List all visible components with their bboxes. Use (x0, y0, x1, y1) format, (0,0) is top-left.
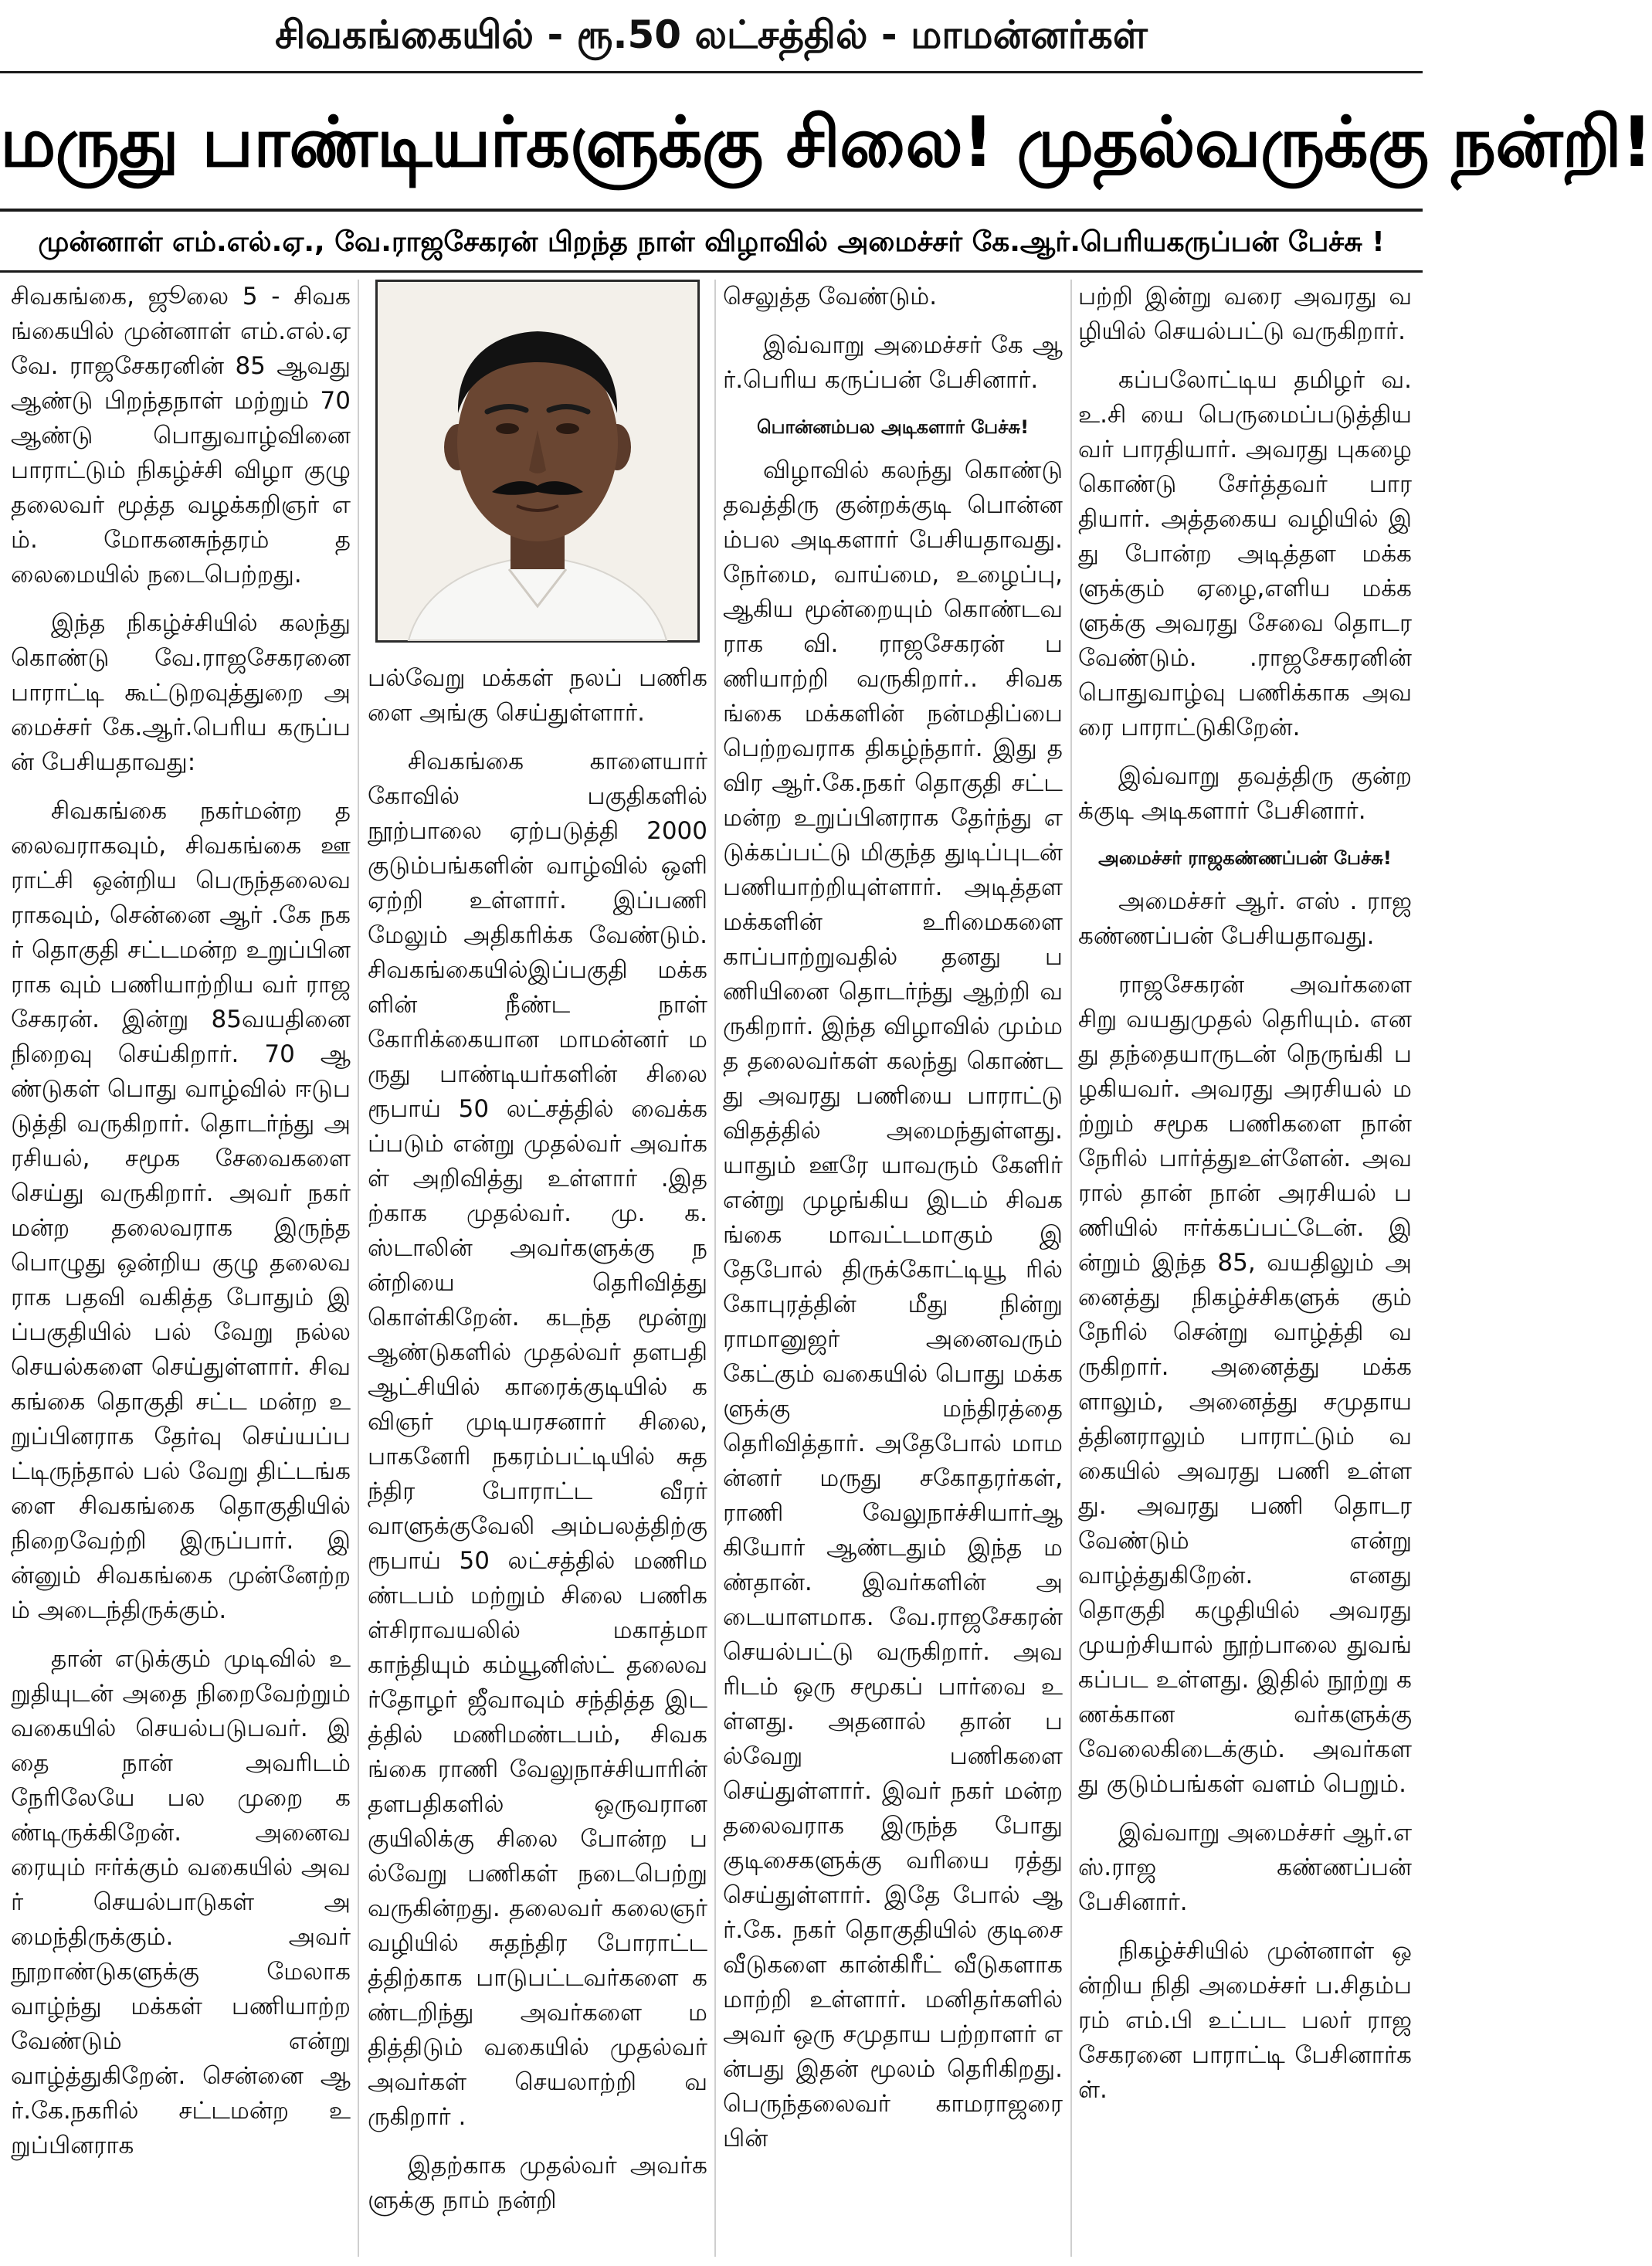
portrait-photo (375, 280, 700, 643)
body-paragraph: அமைச்சர் ஆர். எஸ் . ராஜ கண்ணப்பன் பேசியதாவது. (1078, 887, 1412, 950)
column-1 (11, 280, 351, 2257)
kicker-line: சிவகங்கையில் - ரூ.50 லட்சத்தில் - மாமன்னர்கள் (275, 12, 1148, 57)
body-paragraph: பல்வேறு மக்கள் நலப் பணிகளை அங்கு செய்துள்ளார். (368, 664, 707, 727)
rule-bottom (0, 270, 1423, 273)
body-paragraph: இந்த நிகழ்ச்சியில் கலந்து கொண்டு வே.ராஜசேகரனை பாராட்டி கூட்டுறவுத்துறை அமைச்சர் கே.ஆர்.பெரிய கருப்பன் பேசியதாவது: (11, 609, 351, 776)
subheadline: முன்னாள் எம்.எல்.ஏ., வே.ராஜசேகரன் பிறந்த நாள் விழாவில் அமைச்சர் கே.ஆர்.பெரியகருப்பன் பேச்சு ! (38, 226, 1385, 258)
column-divider (714, 280, 716, 2257)
body-paragraph: பற்றி இன்று வரை அவரது வழியில் செயல்பட்டு வருகிறார். (1078, 283, 1412, 345)
body-paragraph: ராஜசேகரன் அவர்களை சிறு வயதுமுதல் தெரியும். எனது தந்தையாருடன் நெருங்கி பழகியவர். அவரது அரசியல் மற்றும் சமூக பணிகளை நான் நேரில் பார்த்துஉள்ளேன். அவரால் தான் நான் அரசியல் பணியில் ஈர்க்கப்பட்டேன். இன்றும் இந்த 85, வயதிலும் அனைத்து நிகழ்ச்சிகளுக் கும் நேரில் சென்று வாழ்த்தி வருகிறார். அனைத்து மக்களாலும், அனைத்து சமுதாயத்தினராலும் பாராட்டும் வகையில் அவரது பணி உள்ளது. அவரது பணி தொடர வேண்டும் என்று வாழ்த்துகிறேன். எனது தொகுதி கழுதியில் அவரது முயற்சியால் நூற்பாலை துவங் கப்பட உள்ளது. இதில் நூற்று கணக்கான வர்களுக்கு வேலைகிடைக்கும். அவர்களது குடும்பங்கள் வளம் பெறும். (1078, 971, 1412, 1798)
body-paragraph: தான் எடுக்கும் முடிவில் உறுதியுடன் அதை நிறைவேற்றும் வகையில் செயல்படுபவர். இதை நான் அவரிடம் நேரிலேயே பல முறை கண்டிருக்கிறேன். அனைவரையும் ஈர்க்கும் வகையில் அவர் செயல்பாடுகள் அமைந்திருக்கும். அவர் நூறாண்டுகளுக்கு மேலாக வாழ்ந்து மக்கள் பணியாற்ற வேண்டும் என்று வாழ்த்துகிறேன். சென்னை ஆர்.கே.நகரில் சட்டமன்ற உறுப்பினராக (11, 1645, 351, 2159)
column-2 (368, 280, 707, 2257)
rule-mid (0, 209, 1423, 212)
column-3 (723, 280, 1063, 2257)
body-paragraph: இவ்வாறு அமைச்சர் ஆர்.எஸ்.ராஜ கண்ணப்பன் பேசினார். (1078, 1819, 1413, 1916)
body-paragraph: சிவகங்கை காளையார் கோவில் பகுதிகளில் நூற்பாலை ஏற்படுத்தி 2000குடும்பங்களின் வாழ்வில் ஒளி ஏற்றி உள்ளார். இப்பணி மேலும் அதிகரிக்க வேண்டும். சிவகங்கையில்இப்பகுதி மக்களின் நீண்ட நாள் கோரிக்கையான மாமன்னர் மருது பாண்டியர்களின் சிலை ரூபாய் 50 லட்சத்தில் வைக்கப்படும் என்று முதல்வர் அவர்கள் அறிவித்து உள்ளார் .இதற்காக முதல்வர். மு. க. ஸ்டாலின் அவர்களுக்கு நன்றியை தெரிவித்து கொள்கிறேன். கடந்த மூன்று ஆண்டுகளில் முதல்வர் தளபதி ஆட்சியில் காரைக்குடியில் கவிஞர் முடியரசனார் சிலை, பாகனேரி நகரம்பட்டியில் சுதந்திர போராட்ட வீரர் வாளுக்குவேலி அம்பலத்திற்கு ரூபாய் 50 லட்சத்தில் மணிமண்டபம் மற்றும் சிலை பணிகள்சிராவயலில் மகாத்மா காந்தியும் கம்யூனிஸ்ட் தலைவர்தோழர் ஜீவாவும் சந்தித்த இடத்தில் மணிமண்டபம், சிவகங்கை ராணி வேலுநாச்சியாரின் தளபதிகளில் ஒருவரான குயிலிக்கு சிலை போன்ற பல்வேறு பணிகள் நடைபெற்று வருகின்றது. தலைவர் கலைஞர் வழியில் சுதந்திர போராட்டத்திற்காக பாடுபட்டவர்களை கண்டறிந்து அவர்களை மதித்திடும் வகையில் முதல்வர் அவர்கள் செயலாற்றி வருகிறார் . (368, 748, 707, 2131)
section-heading: பொன்னம்பல அடிகளார் பேச்சு! (756, 416, 1030, 438)
column-4 (1078, 280, 1412, 2257)
headline: மருது பாண்டியர்களுக்கு சிலை! முதல்வருக்கு நன்றி! (0, 102, 1652, 183)
column-divider (358, 280, 359, 2257)
body-paragraph: நிகழ்ச்சியில் முன்னாள் ஒன்றிய நிதி அமைச்சர் ப.சிதம்பரம் எம்.பி உட்பட பலர் ராஜசேகரனை பாராட்டி பேசினார்கள். (1078, 1937, 1412, 2104)
rule-top (0, 71, 1423, 73)
body-paragraph: இவ்வாறு அமைச்சர் கே ஆர்.பெரிய கருப்பன் பேசினார். (723, 331, 1063, 394)
body-paragraph: இதற்காக முதல்வர் அவர்களுக்கு நாம் நன்றி (368, 2152, 707, 2214)
body-paragraph: சிவகங்கை, ஜூலை 5 - சிவகங்கையில் முன்னாள் எம்.எல்.ஏ வே. ராஜசேகரனின் 85 ஆவது ஆண்டு பிறந்தநாள் மற்றும் 70 ஆண்டு பொதுவாழ்வினை பாராட்டும் நிகழ்ச்சி விழா குழு தலைவர் மூத்த வழக்கறிஞர் எம். மோகனசுந்தரம் தலைமையில் நடைபெற்றது. (11, 283, 351, 589)
portrait-illustration (378, 282, 697, 640)
body-paragraph: சிவகங்கை நகர்மன்ற தலைவராகவும், சிவகங்கை ஊராட்சி ஒன்றிய பெருந்தலைவராகவும், சென்னை ஆர் .கே நகர் தொகுதி சட்டமன்ற உறுப்பினராக வும் பணியாற்றிய வர் ராஜசேகரன். இன்று 85வயதினை நிறைவு செய்கிறார். 70 ஆண்டுகள் பொது வாழ்வில் ஈடுபடுத்தி வருகிறார். தொடர்ந்து அரசியல், சமூக சேவைகளை செய்து வருகிறார். அவர் நகர் மன்ற தலைவராக இருந்த பொழுது ஒன்றிய குழு தலைவராக பதவி வகித்த போதும் இப்பகுதியில் பல் வேறு நல்ல செயல்களை செய்துள்ளார். சிவகங்கை தொகுதி சட்ட மன்ற உறுப்பினராக தேர்வு செய்யப்பட்டிருந்தால் பல் வேறு திட்டங்களை சிவகங்கை தொகுதியில் நிறைவேற்றி இருப்பார். இன்னும் சிவகங்கை முன்னேற்றம் அடைந்திருக்கும். (11, 797, 351, 1624)
body-paragraph: விழாவில் கலந்து கொண்டு தவத்திரு குன்றக்குடி பொன்னம்பல அடிகளார் பேசியதாவது. நேர்மை, வாய்மை, உழைப்பு, ஆகிய மூன்றையும் கொண்டவராக வி. ராஜசேகரன் பணியாற்றி வருகிறார்.. சிவகங்கை மக்களின் நன்மதிப்பை பெற்றவராக திகழ்ந்தார். இது தவிர ஆர்.கே.நகர் தொகுதி சட்டமன்ற உறுப்பினராக தேர்ந்து எடுக்கப்பட்டு மிகுந்த துடிப்புடன் பணியாற்றியுள்ளார். அடித்தள மக்களின் உரிமைகளை காப்பாற்றுவதில் தனது பணியினை தொடர்ந்து ஆற்றி வருகிறார். இந்த விழாவில் மும்மத தலைவர்கள் கலந்து கொண்டது அவரது பணியை பாராட்டு விதத்தில் அமைந்துள்ளது. யாதும் ஊரே யாவரும் கேளிர் என்று முழங்கிய இடம் சிவகங்கை மாவட்டமாகும் இதேபோல் திருக்கோட்டியூ ரில் கோபுரத்தின் மீது நின்று ராமானுஜர் அனைவரும் கேட்கும் வகையில் பொது மக்களுக்கு மந்திரத்தை தெரிவித்தார். அதேபோல் மாமன்னர் மருது சகோதரர்கள், ராணி வேலுநாச்சியார்ஆகியோர் ஆண்டதும் இந்த மண்தான். இவர்களின் அடையாளமாக. வே.ராஜசேகரன் செயல்பட்டு வருகிறார். அவரிடம் ஒரு சமூகப் பார்வை உள்ளது. அதனால் தான் பல்வேறு பணிகளை செய்துள்ளார். இவர் நகர் மன்ற தலைவராக இருந்த போது குடிசைகளுக்கு வரியை ரத்து செய்துள்ளார். இதே போல் ஆர்.கே. நகர் தொகுதியில் குடிசை வீடுகளை கான்கிரீட் வீடுகளாக மாற்றி உள்ளார். மனிதர்களில் அவர் ஒரு சமுதாய பற்றாளர் என்பது இதன் மூலம் தெரிகிறது. பெருந்தலைவர் காமராஜரை பின் (723, 456, 1063, 2152)
body-paragraph: கப்பலோட்டிய தமிழர் வ.உ.சி யை பெருமைப்படுத்தியவர் பாரதியார். அவரது புகழை கொண்டு சேர்த்தவர் பாரதியார். அத்தகைய வழியில் இது போன்ற அடித்தள மக்களுக்கும் ஏழை,எளிய மக்களுக்கு அவரது சேவை தொடரவேண்டும். .ராஜசேகரனின் பொதுவாழ்வு பணிக்காக அவரை பாராட்டுகிறேன். (1078, 366, 1412, 741)
body-paragraph: இவ்வாறு தவத்திரு குன்றக்குடி அடிகளார் பேசினார். (1078, 762, 1412, 825)
body-paragraph: செலுத்த வேண்டும். (723, 283, 938, 310)
section-heading: அமைச்சர் ராஜகண்ணப்பன் பேச்சு! (1098, 847, 1392, 869)
column-divider (1070, 280, 1072, 2257)
